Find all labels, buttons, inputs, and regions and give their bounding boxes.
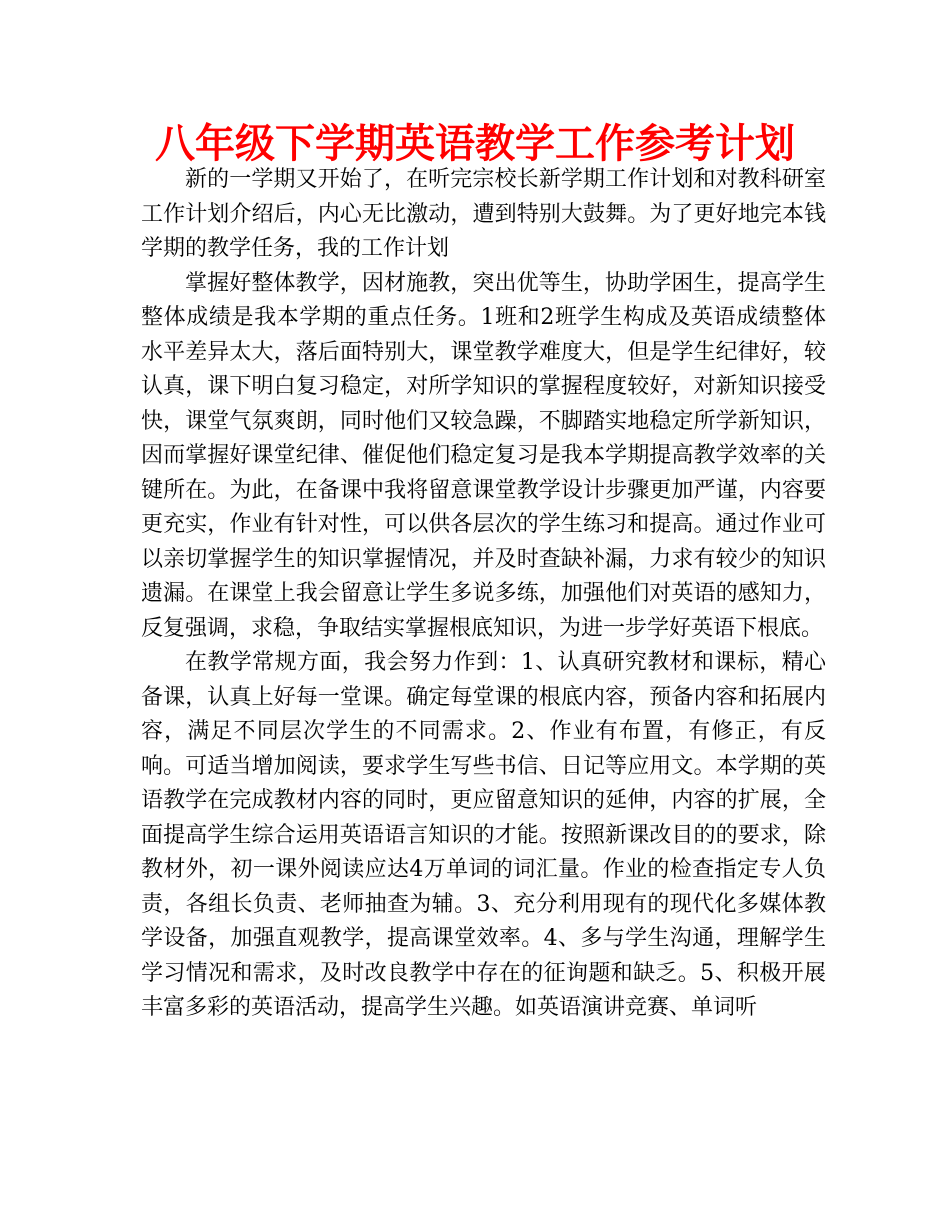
paragraph-intro: 新的一学期又开始了，在听完宗校长新学期工作计划和对教科研室工作计划介绍后，内心无比激动，遭到特别大鼓舞。为了更好地完本钱学期的教学任务，我的工作计划 bbox=[141, 167, 826, 261]
paragraph-overall-teaching: 掌握好整体教学，因材施教，突出优等生，协助学困生，提高学生整体成绩是我本学期的重点任务。1班和2班学生构成及英语成绩整体水平差异太大，落后面特别大，课堂教学难度大，但是学生纪律好，较认真，课下明白复习稳定，对所学知识的掌握程度较好，对新知识接受快，课堂气氛爽朗，同时他们又较急躁，不脚踏实地稳定所学新知识，因而掌握好课堂纪律、催促他们稳定复习是我本学期提高教学效率的关键所在。为此，在备课中我将留意课堂教学设计步骤更加严谨，内容要更充实，作业有针对性，可以供各层次的学生练习和提高。通过作业可以亲切掌握学生的知识掌握情况，并及时查缺补漏，力求有较少的知识遗漏。在课堂上我会留意让学生多说多练，加强他们对英语的感知力，反复强调，求稳，争取结实掌握根底知识，为进一步学好英语下根底。 bbox=[141, 270, 826, 641]
paragraph-teaching-routine: 在教学常规方面，我会努力作到：1、认真研究教材和课标，精心备课，认真上好每一堂课。确定每堂课的根底内容，预备内容和拓展内容，满足不同层次学生的不同需求。2、作业有布置，有修正，有反响。可适当增加阅读，要求学生写些书信、日记等应用文。本学期的英语教学在完成教材内容的同时，更应留意知识的延伸，内容的扩展，全面提高学生综合运用英语语言知识的才能。按照新课改目的的要求，除教材外，初一课外阅读应达4万单词的词汇量。作业的检查指定专人负责，各组长负责、老师抽查为辅。3、充分利用现有的现代化多媒体教学设备，加强直观教学，提高课堂效率。4、多与学生沟通，理解学生学习情况和需求，及时改良教学中存在的征询题和缺乏。5、积极开展丰富多彩的英语活动，提高学生兴趣。如英语演讲竞赛、单词听 bbox=[141, 650, 826, 1020]
document-title: 八年级下学期英语教学工作参考计划 bbox=[155, 121, 795, 167]
document-body bbox=[141, 163, 826, 1026]
